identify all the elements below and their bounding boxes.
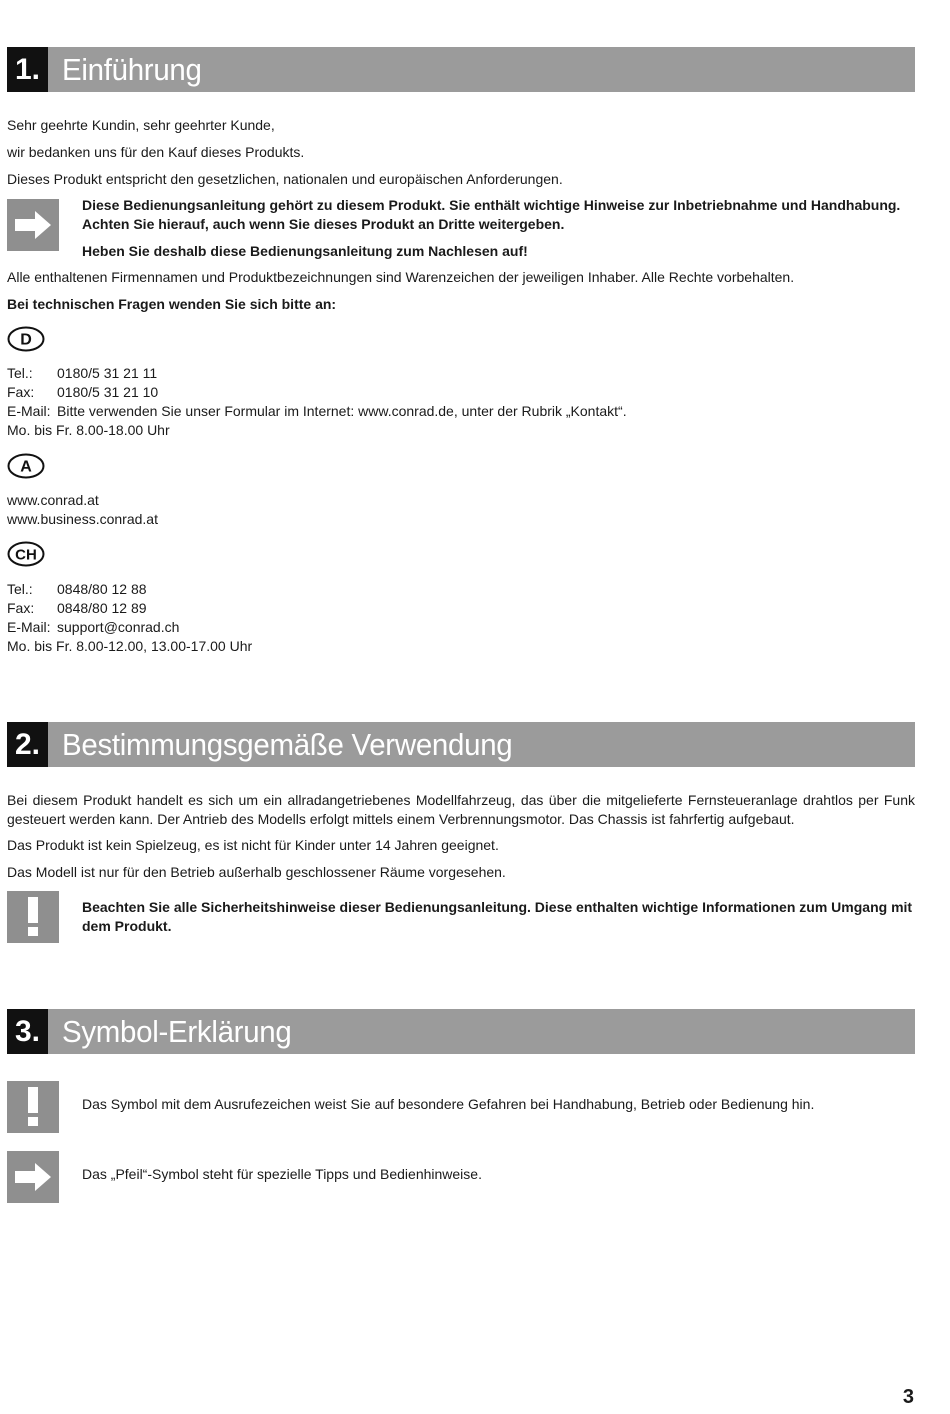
fax-value: 0848/80 12 89 [57,600,147,616]
section-1-header [7,47,915,92]
trademarks-text: Alle enthaltenen Firmennamen und Produktbezeichnungen sind Warenzeichen der jeweiligen Inhaber. Alle Rechte vorbehalten. [7,269,795,285]
tel-label: Tel.: [7,365,33,381]
contact-email-de [7,402,627,421]
manual-note: Diese Bedienungsanleitung gehört zu diesem Produkt. Sie enthält wichtige Hinweise zur Inbetriebnahme und Handhabung. Achten Sie hierauf, auch wenn Sie dieses Produkt an Dritte weitergeben. [82,197,901,232]
greeting: Sehr geehrte Kundin, sehr geehrter Kunde, [7,117,275,133]
fax-label: Fax: [7,384,35,400]
country-badge-label: CH [15,546,37,564]
page-number: 3 [902,1386,914,1408]
section-number: 1. [7,47,48,92]
country-badge-ch [7,541,45,567]
arrow-right-icon [7,1151,59,1203]
country-badge-at [7,453,45,479]
country-badge-de [7,326,45,352]
fax-label: Fax: [7,600,35,616]
questions-heading: Bei technischen Fragen wenden Sie sich bitte an: [7,296,337,312]
section-title: Bestimmungsgemäße Verwendung [62,727,513,762]
keep-manual-note: Heben Sie deshalb diese Bedienungsanleitung zum Nachlesen auf! [82,243,528,259]
tel-value: 0180/5 31 21 11 [57,365,158,381]
contact-fax-de [7,383,158,402]
contact-tel-ch [7,580,147,599]
country-badge-label: D [20,331,32,349]
email-value: Bitte verwenden Sie unser Formular im Internet: www.conrad.de, unter der Rubrik „Kontakt“. [57,403,627,419]
usage-paragraph: Bei diesem Produkt handelt es sich um ein allradangetriebenes Modellfahrzeug, das über die mitgelieferte Fernsteueranlage drahtlos per Funk gesteuert werden kann. Der Antrieb des Modells erfolgt mittels einem Verbrennungsmotor. Das Chassis ist fahrfertig aufgebaut. [7,792,915,827]
exclamation-symbol-description: Das Symbol mit dem Ausrufezeichen weist Sie auf besondere Gefahren bei Handhabung, Betrieb oder Bedienung hin. [82,1096,815,1112]
section-2-header [7,722,915,767]
section-3-header [7,1009,915,1054]
country-badge-label: A [20,458,32,476]
section-title: Einführung [62,52,202,87]
email-label: E-Mail: [7,619,51,635]
section-number: 3. [7,1009,48,1054]
section-title: Symbol-Erklärung [62,1014,292,1049]
compliance-line: Dieses Produkt entspricht den gesetzlichen, nationalen und europäischen Anforderungen. [7,171,563,187]
tel-label: Tel.: [7,581,33,597]
arrow-symbol-description: Das „Pfeil“-Symbol steht für spezielle Tipps und Bedienhinweise. [82,1166,482,1182]
exclamation-icon [7,1081,59,1133]
outdoor-only-text: Das Modell ist nur für den Betrieb außerhalb geschlossener Räume vorgesehen. [7,864,506,880]
web-link-at[interactable]: www.conrad.at [7,492,99,508]
arrow-right-icon [7,199,59,251]
safety-warning: Beachten Sie alle Sicherheitshinweise dieser Bedienungsanleitung. Diese enthalten wichtige Informationen zum Umgang mit dem Produkt. [82,899,913,934]
email-value: support@conrad.ch [57,619,180,635]
email-label: E-Mail: [7,403,51,419]
tel-value: 0848/80 12 88 [57,581,147,597]
exclamation-icon [7,891,59,943]
web-link-business-at[interactable]: www.business.conrad.at [7,511,158,527]
contact-hours-ch: Mo. bis Fr. 8.00-12.00, 13.00-17.00 Uhr [7,638,253,654]
contact-tel-de [7,364,157,383]
section-number: 2. [7,722,48,767]
contact-fax-ch [7,599,147,618]
fax-value: 0180/5 31 21 10 [57,384,159,400]
contact-hours-de: Mo. bis Fr. 8.00-18.00 Uhr [7,422,170,438]
contact-email-ch [7,618,179,637]
not-a-toy-text: Das Produkt ist kein Spielzeug, es ist nicht für Kinder unter 14 Jahren geeignet. [7,837,499,853]
thanks-line: wir bedanken uns für den Kauf dieses Produkts. [7,144,305,160]
